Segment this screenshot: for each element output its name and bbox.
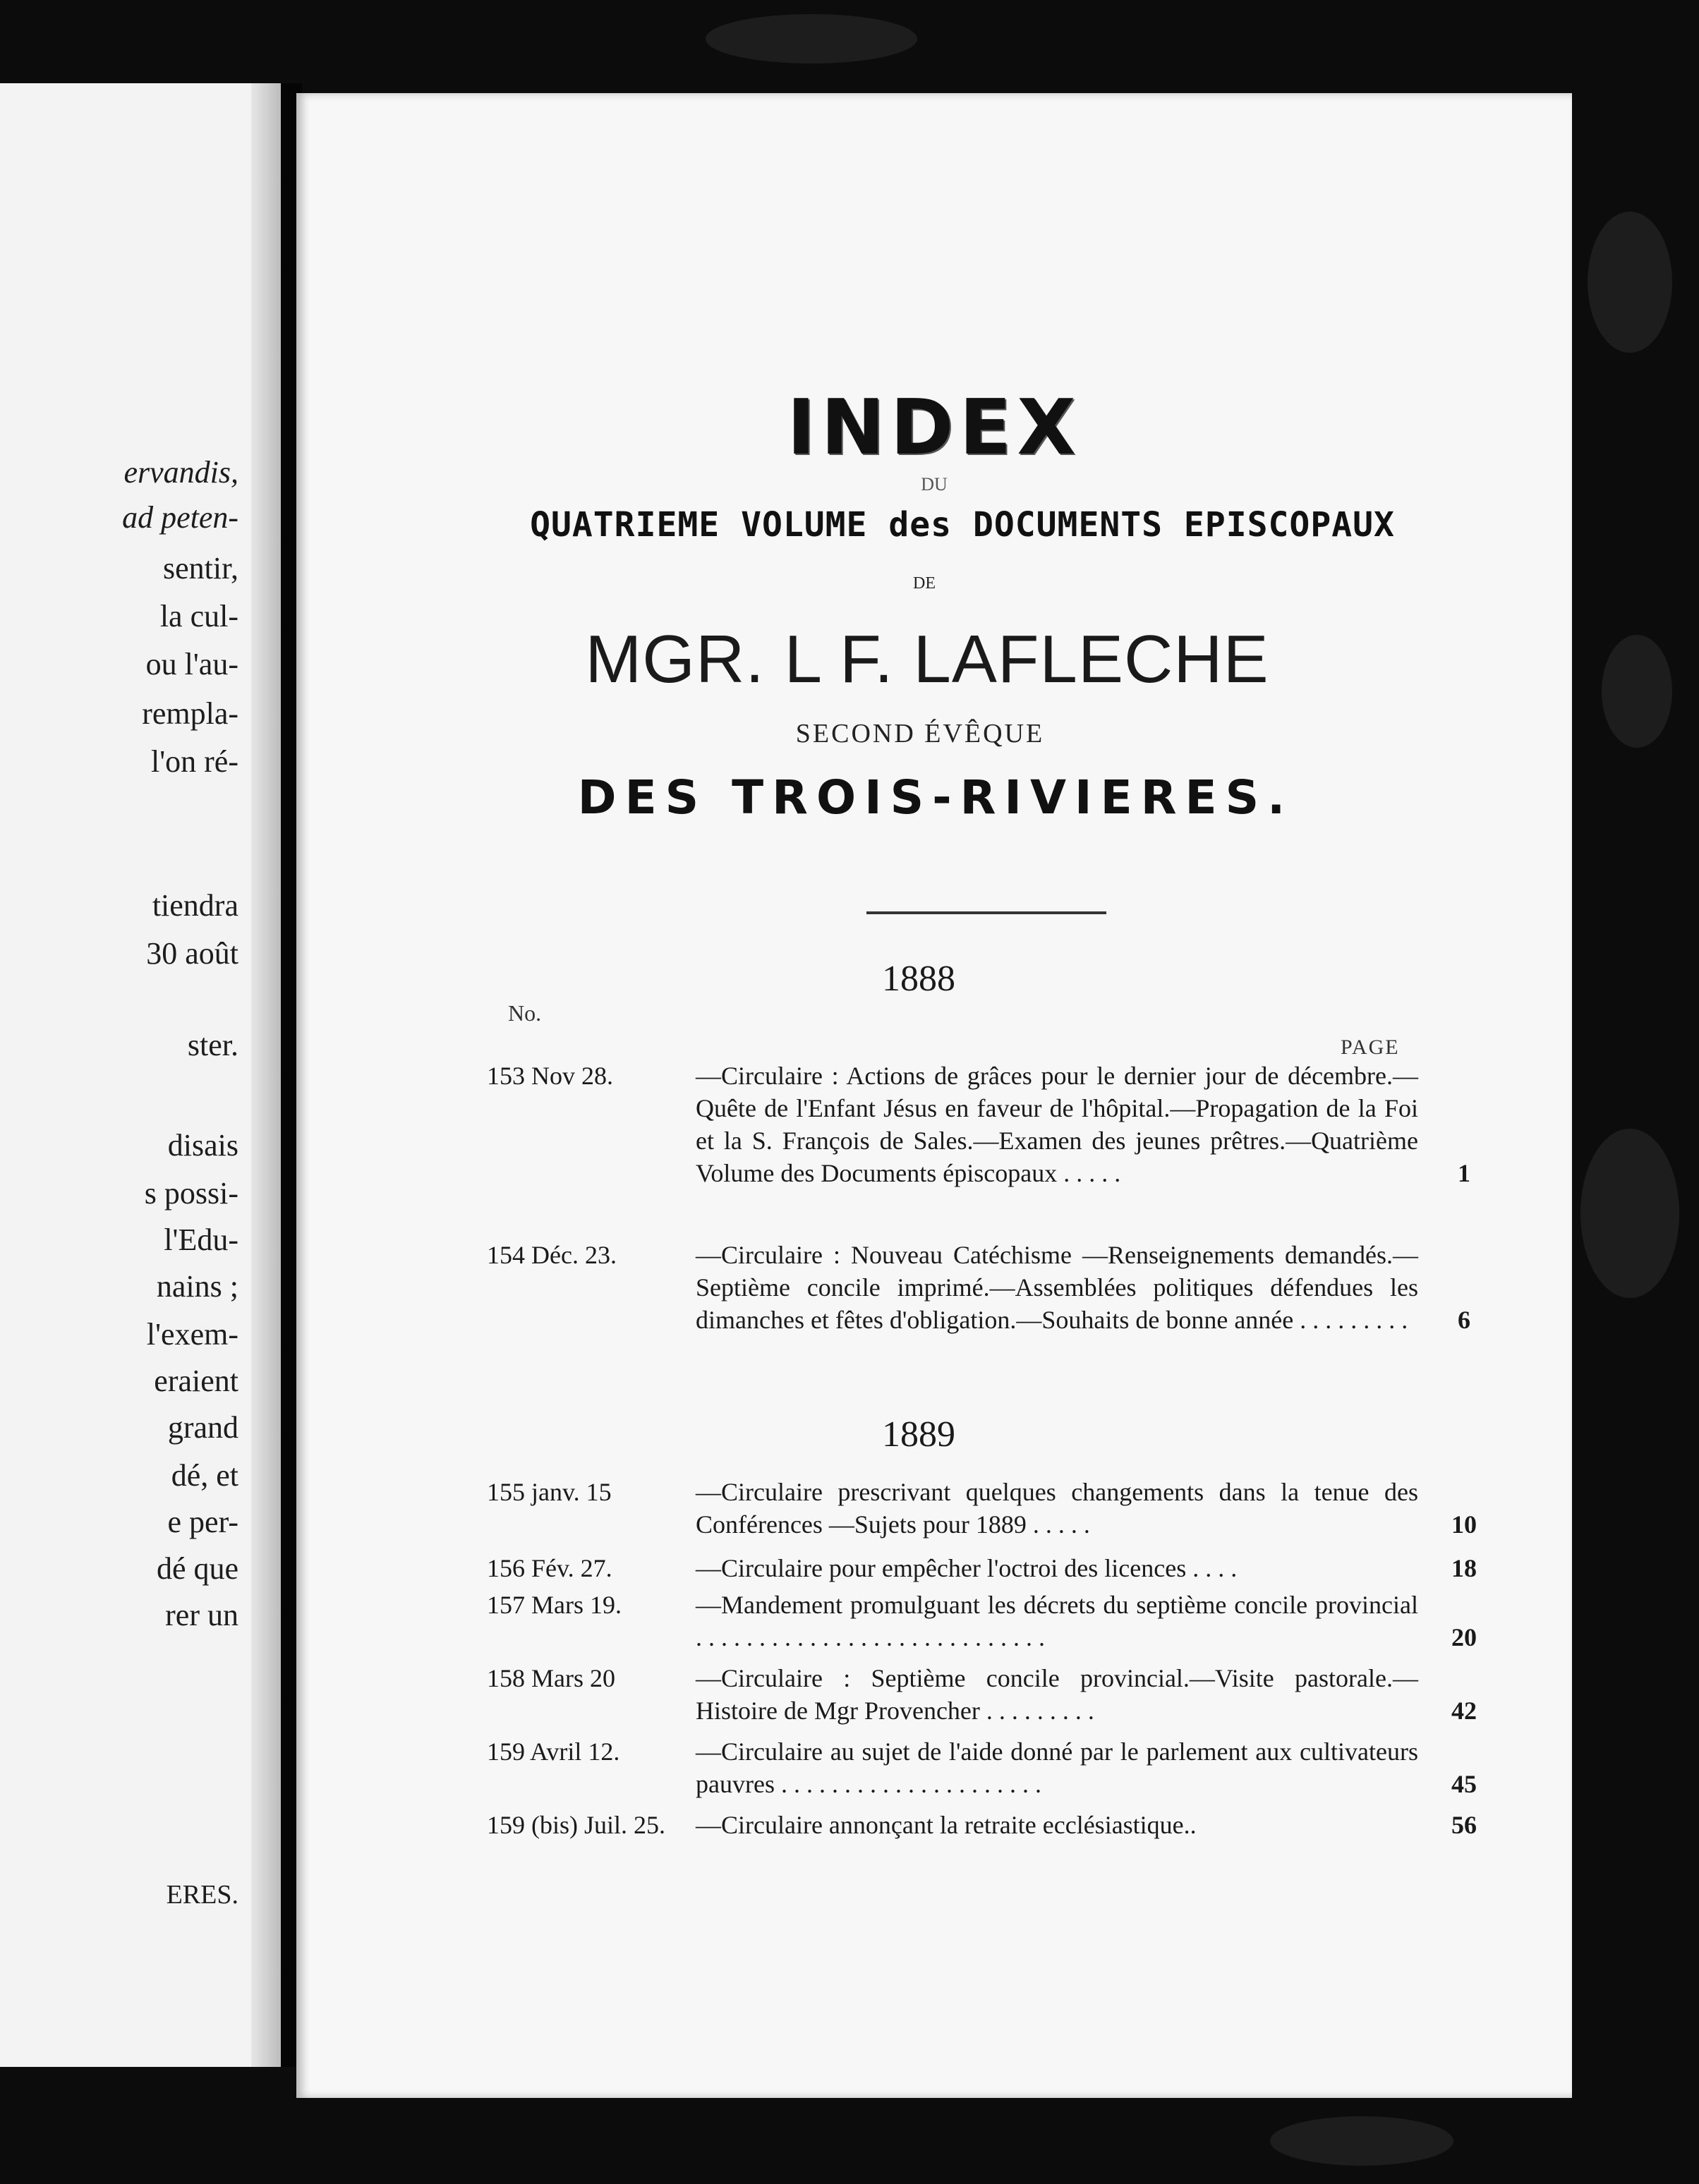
author-rank: SECOND ÉVÊQUE [795,719,1045,748]
year-heading: 1889 [882,1414,955,1455]
left-page-line: ster. [187,1028,238,1062]
left-facing-page [0,83,281,2067]
left-page-line: l'Edu- [164,1223,238,1257]
left-page-line: ervandis, [123,455,238,490]
entry-description: —Circulaire : Nouveau Catéchisme —Renseignements demandés.—Septième concile imprimé.—Assemblées politiques défendues les dimanches et fêtes d'obligation.—Souhaits de bonne année . . . . . . . . . [696,1241,1418,1334]
left-page-line: l'on ré- [151,744,238,779]
entry-number-date: 154 Déc. 23. [487,1241,617,1269]
author-name: MGR. L F. LAFLECHE [585,621,1269,697]
background-texture [706,14,917,63]
index-entry [487,1552,1496,1584]
left-page-line: ou l'au- [145,647,238,681]
left-page-line: 30 août [146,936,238,971]
entry-page-number: 45 [1451,1770,1477,1798]
entry-page-number: 10 [1451,1510,1477,1539]
page-gutter [251,83,281,2067]
entry-number-date: 159 (bis) Juil. 25. [487,1811,666,1839]
index-entry [487,1735,1496,1800]
entry-page-number: 6 [1458,1306,1470,1334]
page-column-label: PAGE [1341,1036,1400,1059]
year-heading: 1888 [882,959,955,999]
left-page-line: e per- [167,1505,238,1539]
left-page-line: grand [167,1410,238,1445]
left-page-line: eraient [154,1364,238,1398]
left-page-line: s possi- [144,1176,238,1211]
background-texture [1270,2116,1453,2166]
entry-number-date: 158 Mars 20 [487,1664,615,1692]
entry-number-date: 156 Fév. 27. [487,1554,612,1582]
entry-description: —Circulaire au sujet de l'aide donné par le parlement aux cultivateurs pauvres . . . . . . . . . . . . . . . . . . . . . [696,1737,1418,1798]
entry-description: —Circulaire : Septième concile provincial.—Visite pastorale.—Histoire de Mgr Provencher . . . . . . . . . [696,1664,1418,1725]
left-page-line: l'exem- [146,1317,238,1352]
left-page-line: la cul- [159,599,238,633]
left-page-line: disais [167,1128,238,1163]
entry-description: —Circulaire annonçant la retraite ecclésiastique.. [696,1811,1197,1839]
index-entry [487,1476,1496,1541]
entry-number-date: 153 Nov 28. [487,1062,613,1090]
index-entry [487,1809,1496,1841]
entry-page-number: 1 [1458,1159,1470,1187]
left-page-line: ERES. [166,1880,238,1910]
index-entry [487,1589,1496,1654]
left-page-line: sentir, [163,551,238,586]
title-de: DE [913,574,936,593]
entry-description: —Circulaire prescrivant quelques changements dans la tenue des Conférences —Sujets pour 1889 . . . . . [696,1478,1418,1539]
entry-page-number: 20 [1451,1623,1477,1651]
left-page-line: dé que [156,1551,238,1586]
entry-number-date: 155 janv. 15 [487,1478,612,1506]
index-entry [487,1239,1496,1336]
entry-page-number: 18 [1451,1554,1477,1582]
title-du: DU [921,474,948,495]
left-page-line: dé, et [171,1458,238,1493]
divider [866,911,1106,914]
index-page [296,93,1572,2098]
entry-description: —Circulaire pour empêcher l'octroi des licences . . . . [696,1554,1238,1582]
entry-page-number: 56 [1451,1811,1477,1839]
entry-number-date: 157 Mars 19. [487,1591,622,1619]
left-page-line: rempla- [142,696,238,731]
number-column-label: No. [508,1000,542,1026]
left-page-line: tiendra [152,888,238,923]
entry-description: —Mandement promulguant les décrets du septième concile provincial . . . . . . . . . . . . . . . . . . . . . . . . . . . . [696,1591,1418,1651]
entry-number-date: 159 Avril 12. [487,1737,620,1766]
left-page-line: rer un [165,1598,238,1632]
diocese-name: DES TROIS-RIVIERES. [577,770,1294,825]
entry-description: —Circulaire : Actions de grâces pour le dernier jour de décembre.—Quête de l'Enfant Jésus en faveur de l'hôpital.—Propagation de la Foi et la S. François de Sales.—Examen des jeunes prêtres.—Quatrième Volume des Documents épiscopaux . . . . . [696,1062,1418,1187]
entry-page-number: 42 [1451,1697,1477,1725]
index-entry [487,1060,1496,1189]
page-title: INDEX [787,384,1082,472]
index-entry [487,1662,1496,1727]
background-texture [1580,1129,1679,1298]
background-texture [1588,212,1672,353]
left-page-line: ad peten- [122,500,238,535]
volume-title: QUATRIEME VOLUME des DOCUMENTS EPISCOPAUX [530,505,1395,545]
background-texture [1602,635,1672,748]
left-page-line: nains ; [156,1269,238,1304]
